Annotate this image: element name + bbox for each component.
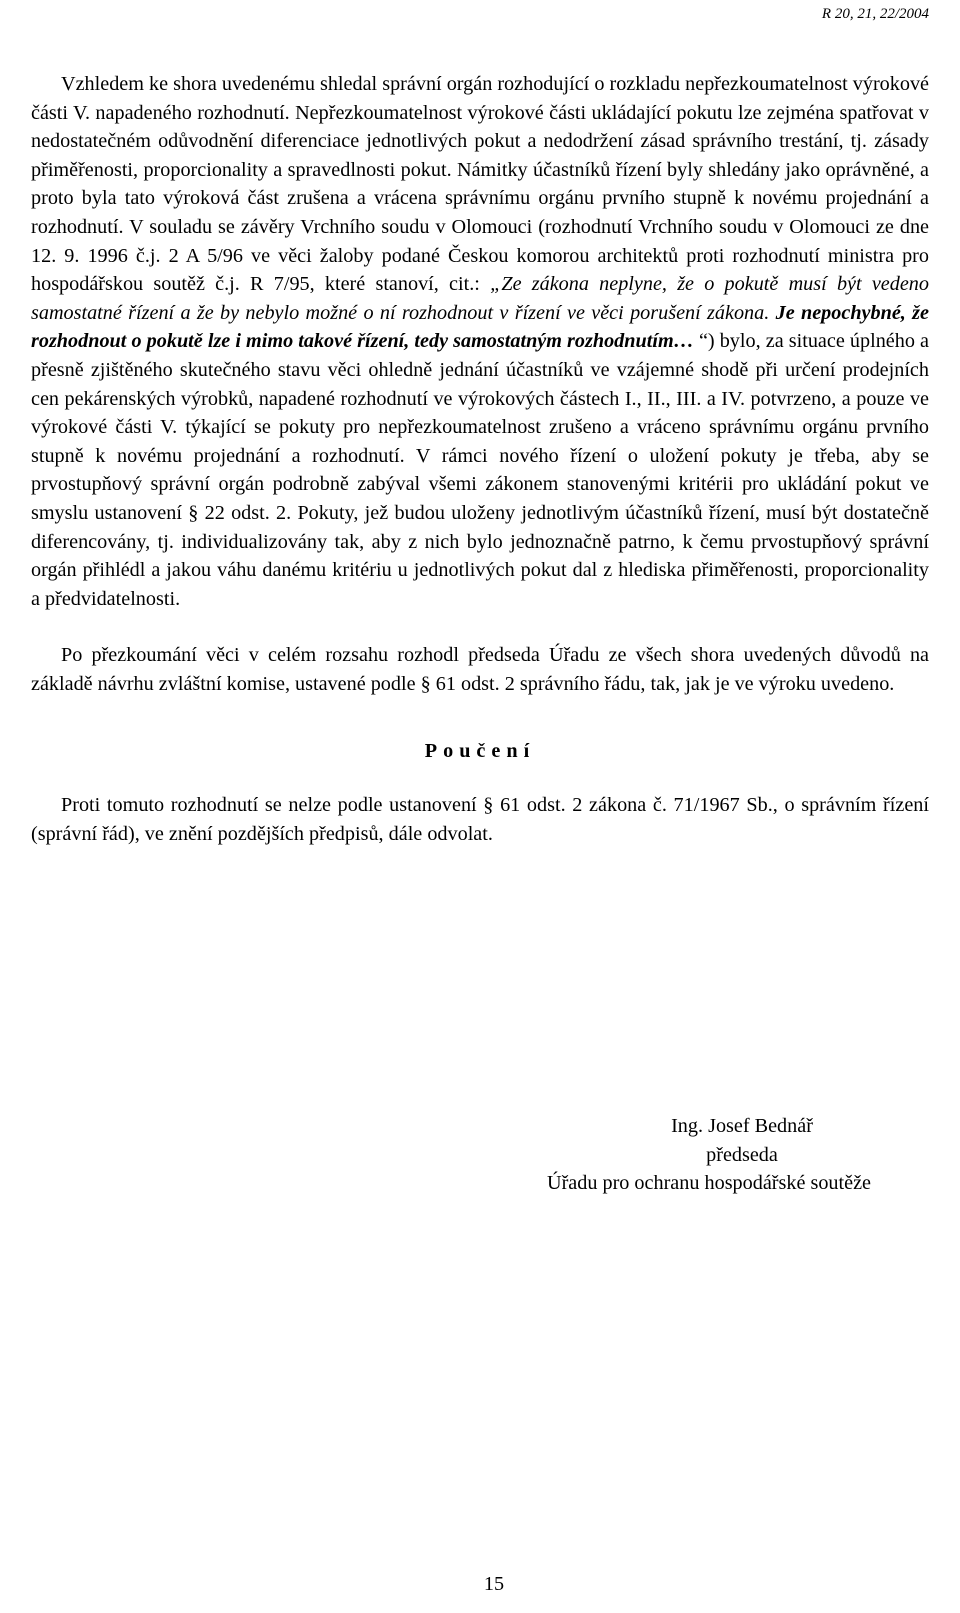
document-reference: R 20, 21, 22/2004	[821, 6, 929, 22]
signatory-role: předseda	[706, 1143, 778, 1166]
signature-block	[489, 1112, 929, 1198]
court-quote-emphasis: Je nepochybné, že rozhodnout o pokutě lze i mimo takové řízení, tedy samostatným rozhodnutím…	[31, 301, 929, 353]
reasoning-text-end: “) bylo, za situace úplného a přesně zjištěného skutečného stavu věci ohledně jednání účastníků ve vzájemné shodě při určení prodejních cen pekárenských výrobků, napadené rozhodnutí ve výrokových částech I., II., III. a IV. potvrzeno, a pouze ve výrokové části V. týkající se pokuty pro nepřezkoumatelnost zrušeno a vráceno správnímu orgánu prvního stupně k novému projednání a rozhodnutí. V rámci nového řízení o uložení pokuty je třeba, aby se prvostupňový správní orgán podrobně zabýval všemi zákonem stanovenými kritérii pro ukládání pokut ve smyslu ustanovení § 22 odst. 2. Pokuty, jež budou uloženy jednotlivým účastníků řízení, musí být dostatečně diferencovány, tj. individualizovány tak, aby z nich bylo jednoznačně patrno, k čemu prvostupňový správní orgán přihlédl a jakou váhu danému kritériu u jednotlivých pokut dal z hlediska přiměřenosti, proporcionality a předvidatelnosti.	[31, 330, 930, 610]
paragraph-instruction: Proti tomuto rozhodnutí se nelze podle ustanovení § 61 odst. 2 zákona č. 71/1967 Sb., o správním řízení (správní řád), ve znění pozdějších předpisů, dále odvolat.	[31, 794, 929, 845]
signatory-name: Ing. Josef Bednář	[671, 1115, 813, 1137]
document-body	[31, 70, 929, 848]
section-heading-instruction: Poučení	[424, 740, 536, 763]
paragraph-decision: Po přezkoumání věci v celém rozsahu rozhodl předseda Úřadu ze všech shora uvedených důvodů na základě návrhu zvláštní komise, ustavené podle § 61 odst. 2 správního řádu, tak, jak je ve výroku uvedeno.	[31, 644, 929, 695]
reasoning-text-start: Vzhledem ke shora uvedenému shledal správní orgán rozhodující o rozkladu nepřezkoumatelnost výrokové části V. napadeného rozhodnutí. Nepřezkoumatelnost výrokové části ukládající pokutu lze zejména spatřovat v nedostatečném odůvodnění diferenciace jednotlivých pokut a nedodržení zásad správního trestání, tj. zásady přiměřenosti, proporcionality a spravedlnosti pokut. Námitky účastníků řízení byly shledány jako oprávněné, a proto byla tato výroková část zrušena a vrácena správnímu orgánu prvního stupně k novému projednání a rozhodnutí. V souladu se závěry Vrchního soudu v Olomouci (rozhodnutí Vrchního soudu v Olomouci ze dne 12. 9. 1996 č.j. 2 A 5/96 ve věci žaloby podané Českou komorou architektů proti rozhodnutí ministra pro hospodářskou soutěž č.j. R 7/95, které stanoví, cit.:	[31, 73, 929, 296]
signatory-office: Úřadu pro ochranu hospodářské soutěže	[546, 1172, 871, 1195]
paragraph-reasoning	[31, 70, 929, 613]
page-number: 15	[483, 1573, 505, 1595]
court-quote-italic: „Ze zákona neplyne, že o pokutě musí být vedeno samostatné řízení a že by nebylo možné o ní rozhodnout v řízení ve věci porušení zákona.	[31, 273, 929, 324]
